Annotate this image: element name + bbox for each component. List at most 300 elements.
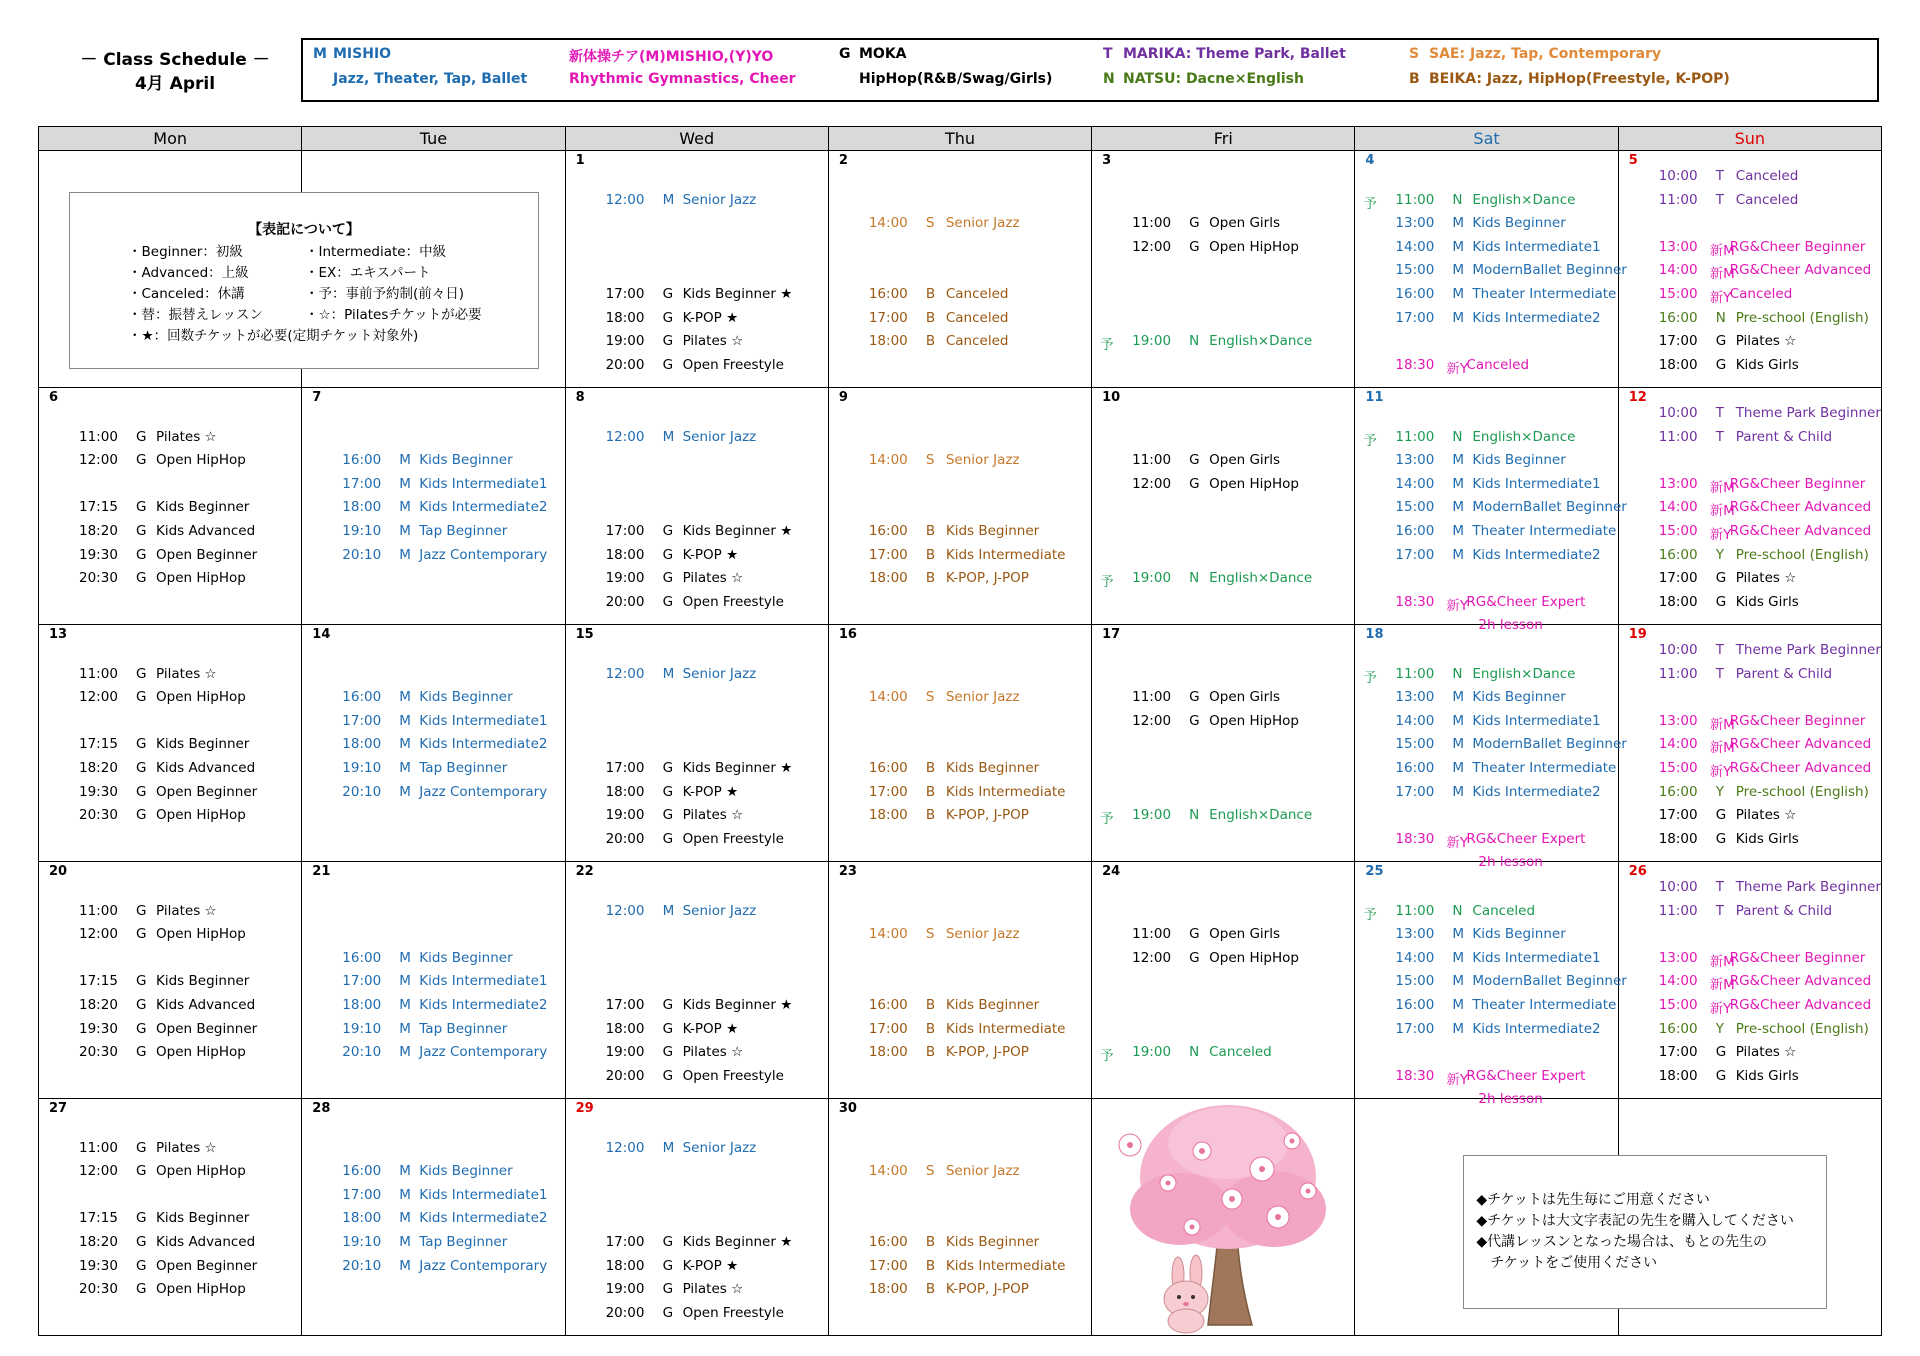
teacher-code: M (399, 1044, 411, 1061)
class-entry (1092, 570, 1354, 589)
class-entry (1355, 357, 1617, 376)
class-time: 16:00 (1395, 286, 1435, 302)
class-name: Pre-school (English) (1735, 1020, 1869, 1037)
class-time: 17:00 (605, 1234, 645, 1250)
class-name: RG&Cheer Beginner (1729, 238, 1866, 255)
teacher-code: G (136, 1163, 147, 1180)
teacher-code: B (925, 760, 936, 776)
class-name: Open Freestyle (682, 1067, 784, 1084)
class-name: Kids Girls (1735, 830, 1799, 847)
class-time: 18:20 (79, 523, 118, 539)
title-line-2: 4月 April (134, 74, 216, 94)
teacher-code: G (1189, 452, 1200, 469)
class-entry (39, 807, 301, 826)
class-entry (1619, 476, 1881, 495)
weekday-header-row (39, 127, 1882, 151)
day-number: 3 (1102, 153, 1112, 168)
class-time: 16:00 (868, 1234, 908, 1250)
class-name: Canceled (1729, 286, 1793, 302)
teacher-code: G (136, 807, 147, 824)
class-time: 17:00 (342, 475, 382, 492)
week-row (39, 625, 1882, 862)
teacher-code: G (136, 973, 147, 990)
class-time: 18:20 (79, 760, 118, 776)
ticket-note: ◆チケットは大文字表記の先生を購入してください (1476, 1213, 1794, 1229)
day-cell (39, 1099, 302, 1336)
class-name: Canceled (945, 286, 1009, 302)
class-time: 19:00 (1132, 1044, 1172, 1061)
day-number: 12 (1628, 390, 1647, 405)
day-number: 13 (49, 627, 68, 642)
class-entry (1355, 760, 1617, 779)
class-time: 15:00 (1658, 760, 1698, 776)
class-time: 14:00 (1395, 238, 1435, 255)
class-entry (1619, 736, 1881, 755)
teacher-code: S (925, 689, 935, 706)
teacher-code: M (1452, 546, 1465, 563)
class-entry (39, 1140, 301, 1159)
teacher-code: 新M (1709, 977, 1735, 994)
class-entry (566, 1258, 828, 1277)
class-entry (829, 689, 1091, 708)
class-time: 14:00 (868, 452, 908, 469)
class-time: 15:00 (1395, 973, 1435, 990)
class-name: Pilates ☆ (682, 1044, 744, 1061)
class-time: 16:00 (1395, 523, 1435, 539)
teacher-code: M (399, 712, 411, 729)
class-time: 17:15 (79, 736, 118, 753)
teacher-code: G (136, 1044, 147, 1061)
class-name: K-POP, J-POP (945, 1044, 1029, 1061)
class-name: Pilates ☆ (156, 665, 217, 682)
day-cell (1618, 1099, 1881, 1336)
teacher-code: M (1452, 262, 1465, 279)
class-name: Theme Park Beginner (1735, 405, 1881, 421)
day-cell (1355, 625, 1627, 871)
day-cell (1618, 862, 1881, 1099)
day-cell (39, 625, 302, 862)
teacher-code: G (662, 1067, 674, 1084)
class-time: 12:00 (605, 428, 645, 445)
class-name: Kids Beginner (419, 452, 513, 469)
class-name: Jazz Contemporary (419, 546, 548, 563)
legend-moka: G MOKA (839, 46, 907, 62)
teacher-code: N (1189, 1044, 1200, 1061)
teacher-code: M (1452, 286, 1465, 302)
class-name: Kids Beginner (419, 949, 513, 966)
class-entry (566, 1068, 828, 1087)
teacher-code: G (1189, 215, 1200, 232)
class-time: 18:00 (1658, 1067, 1698, 1084)
legend-sae: S SAE: Jazz, Tap, Contemporary (1409, 46, 1662, 62)
class-name: Parent & Child (1735, 428, 1833, 445)
class-name: Kids Beginner (1472, 215, 1566, 232)
class-name: Open HipHop (1209, 475, 1299, 492)
teacher-code: M (399, 689, 411, 706)
class-note: 2h lesson (1478, 617, 1543, 634)
day-cell (1092, 625, 1355, 862)
class-name: Theater Intermediate (1472, 286, 1617, 302)
day-cell-content (829, 1099, 1091, 1335)
legend-rg-cheer-genres: Rhythmic Gymnastics, Cheer (569, 71, 796, 87)
day-number: 16 (838, 627, 857, 642)
class-time: 17:15 (79, 1210, 118, 1227)
day-cell-content (302, 625, 564, 861)
teacher-code: N (1452, 665, 1463, 682)
day-cell-content (1355, 625, 1627, 871)
ticket-note: ◆代講レッスンとなった場合は、もとの先生の (1476, 1234, 1768, 1250)
class-time: 13:00 (1395, 926, 1435, 943)
class-time: 19:00 (1132, 333, 1172, 350)
day-number: 28 (312, 1101, 331, 1116)
class-time: 20:10 (342, 783, 382, 800)
class-name: Pilates ☆ (156, 1139, 217, 1156)
class-name: Kids Intermediate2 (1472, 783, 1601, 800)
class-entry (39, 1234, 301, 1253)
class-time: 16:00 (1658, 1020, 1698, 1037)
class-entry (1355, 689, 1617, 708)
teacher-code: M (1452, 475, 1465, 492)
day-cell (39, 388, 302, 625)
class-time: 16:00 (1658, 309, 1698, 326)
day-cell-content (566, 862, 828, 1098)
class-time: 14:00 (1658, 736, 1698, 753)
teacher-code: G (136, 997, 147, 1013)
class-entry (1092, 452, 1354, 471)
weekday-sun: Sun (1618, 127, 1881, 151)
teacher-code: G (662, 997, 674, 1013)
class-name: Senior Jazz (945, 452, 1020, 469)
class-entry (1355, 926, 1617, 945)
class-time: 17:00 (1395, 1020, 1435, 1037)
class-entry (1355, 713, 1617, 732)
class-entry (566, 903, 828, 922)
class-entry (39, 760, 301, 779)
teacher-code: G (136, 428, 147, 445)
class-time: 20:10 (342, 1257, 382, 1274)
class-name: Kids Intermediate1 (419, 712, 548, 729)
class-name: Senior Jazz (945, 689, 1020, 706)
class-time: 18:00 (342, 1210, 382, 1227)
teacher-code: M (399, 499, 411, 516)
teacher-code: G (136, 689, 147, 706)
day-cell-content (566, 625, 828, 861)
class-time: 17:00 (868, 546, 908, 563)
class-time: 12:00 (605, 1139, 645, 1156)
day-cell-content (1355, 1099, 1794, 1335)
class-time: 15:00 (1395, 736, 1435, 753)
notation-item: ・EX：エキスパート (305, 265, 431, 281)
class-entry (39, 973, 301, 992)
class-time: 16:00 (1658, 546, 1698, 563)
class-name: Kids Intermediate2 (1472, 309, 1601, 326)
class-time: 12:00 (605, 191, 645, 208)
teacher-code: M (1452, 926, 1465, 943)
class-entry (302, 689, 564, 708)
teacher-code: G (1189, 926, 1200, 943)
teacher-code: G (136, 760, 147, 776)
class-time: 18:20 (79, 997, 118, 1013)
teacher-code: G (662, 760, 674, 776)
class-name: ModernBallet Beginner (1472, 736, 1627, 753)
class-name: English×Dance (1209, 333, 1313, 350)
schedule-title (60, 48, 290, 96)
legend-natsu: N NATSU: Dacne×English (1103, 71, 1304, 87)
class-entry (829, 1021, 1091, 1040)
class-entry (1619, 310, 1881, 329)
class-name: Canceled (1735, 191, 1799, 208)
class-name: Kids Girls (1735, 1067, 1799, 1084)
day-cell-content (302, 1099, 564, 1335)
class-entry (39, 1258, 301, 1277)
class-name: Open HipHop (156, 570, 246, 587)
class-entry (1619, 523, 1881, 542)
class-name: Parent & Child (1735, 665, 1833, 682)
class-entry (302, 784, 564, 803)
teacher-code: T (1715, 902, 1724, 919)
teacher-code: S (925, 1163, 935, 1180)
class-entry (1355, 950, 1617, 969)
class-name: Open HipHop (1209, 712, 1299, 729)
teacher-code: G (662, 286, 674, 302)
class-time: 13:00 (1658, 712, 1698, 729)
day-cell (1355, 862, 1627, 1108)
class-time: 12:00 (79, 689, 118, 706)
teacher-code: M (399, 736, 411, 753)
teacher-code: B (925, 997, 936, 1013)
class-name: Open HipHop (156, 689, 246, 706)
day-cell-content (302, 862, 564, 1098)
class-time: 14:00 (868, 926, 908, 943)
weekday-sat: Sat (1355, 127, 1618, 151)
day-number: 9 (838, 390, 848, 405)
class-name: Theme Park Beginner (1735, 879, 1881, 895)
class-entry (1619, 831, 1881, 850)
class-entry (1619, 1068, 1881, 1087)
day-cell-content (1619, 862, 1881, 1098)
class-name: Pilates ☆ (156, 902, 217, 919)
class-entry (39, 689, 301, 708)
teacher-code: G (1715, 1044, 1727, 1061)
class-entry (39, 736, 301, 755)
class-entry (302, 713, 564, 732)
class-entry (1619, 997, 1881, 1016)
day-cell (828, 625, 1091, 862)
teacher-code: B (925, 286, 936, 302)
day-cell (565, 151, 828, 388)
class-entry (302, 1163, 564, 1182)
day-cell-content (39, 862, 301, 1098)
class-entry (1619, 262, 1881, 281)
class-time: 18:00 (868, 333, 908, 350)
class-entry (829, 1281, 1091, 1300)
class-time: 19:00 (605, 333, 645, 350)
class-entry (302, 452, 564, 471)
class-time: 19:30 (79, 1257, 118, 1274)
class-name: Kids Advanced (156, 1234, 256, 1250)
class-name: Canceled (945, 309, 1009, 326)
teacher-code: 新M (1709, 503, 1735, 520)
teacher-code: G (136, 570, 147, 587)
class-entry (1355, 476, 1617, 495)
class-name: Theme Park Beginner (1735, 642, 1881, 658)
day-number: 17 (1102, 627, 1121, 642)
class-time: 16:00 (868, 523, 908, 539)
class-entry (566, 807, 828, 826)
class-name: Senior Jazz (945, 1163, 1020, 1180)
class-name: K-POP, J-POP (945, 1281, 1029, 1298)
class-name: Senior Jazz (682, 191, 757, 208)
class-entry (1092, 1044, 1354, 1063)
day-cell (828, 388, 1091, 625)
day-cell-content (566, 151, 828, 387)
class-name: Kids Beginner (945, 523, 1040, 539)
reservation-mark: 予 (1100, 1048, 1114, 1065)
class-entry (566, 997, 828, 1016)
class-name: Theater Intermediate (1472, 760, 1617, 776)
teacher-code: M (399, 1210, 411, 1227)
weekday-fri: Fri (1092, 127, 1355, 151)
day-cell (1092, 151, 1355, 388)
class-entry (302, 523, 564, 542)
class-name: English×Dance (1209, 807, 1313, 824)
teacher-code: M (662, 902, 675, 919)
teacher-code: G (662, 356, 674, 373)
legend-beika: B BEIKA: Jazz, HipHop(Freestyle, K-POP) (1409, 71, 1730, 87)
class-time: 13:00 (1395, 689, 1435, 706)
day-cell (828, 151, 1091, 388)
class-name: Tap Beginner (419, 1234, 508, 1250)
notation-item: ・Beginner：初級 (128, 244, 243, 260)
teacher-code: G (1189, 689, 1200, 706)
calendar-grid (38, 126, 1882, 1336)
class-entry (1619, 1044, 1881, 1063)
day-cell (828, 862, 1091, 1099)
teacher-code: M (1452, 973, 1465, 990)
class-time: 18:00 (605, 1020, 645, 1037)
day-cell-content (829, 388, 1091, 624)
class-name: Kids Intermediate2 (419, 736, 548, 753)
class-name: Kids Advanced (156, 523, 256, 539)
class-note: 2h lesson (1478, 854, 1543, 871)
class-entry (1092, 476, 1354, 495)
teacher-code: 新M (1709, 242, 1735, 259)
teacher-code: B (925, 523, 936, 539)
day-cell (1355, 151, 1627, 388)
class-entry (302, 499, 564, 518)
class-name: Kids Beginner (419, 1163, 513, 1180)
class-entry (566, 570, 828, 589)
class-entry (566, 1044, 828, 1063)
day-cell (302, 151, 565, 388)
day-cell-content (566, 1099, 828, 1335)
teacher-code: B (925, 1257, 936, 1274)
class-time: 12:00 (79, 452, 118, 469)
teacher-code: B (925, 333, 936, 350)
teacher-code: M (399, 783, 411, 800)
legend-moka-genres: HipHop(R&B/Swag/Girls) (859, 71, 1053, 87)
class-name: Pre-school (English) (1735, 309, 1869, 326)
class-time: 18:00 (1658, 593, 1698, 610)
teacher-code: M (1452, 1020, 1465, 1037)
class-entry (302, 476, 564, 495)
class-name: RG&Cheer Advanced (1729, 523, 1872, 539)
day-cell-content (1355, 388, 1627, 634)
class-time: 14:00 (868, 1163, 908, 1180)
class-entry (1619, 405, 1881, 424)
class-time: 20:00 (605, 1067, 645, 1084)
class-entry (1619, 357, 1881, 376)
class-name: ModernBallet Beginner (1472, 973, 1627, 990)
class-time: 17:00 (1395, 546, 1435, 563)
class-entry (1092, 807, 1354, 826)
teacher-code: G (662, 807, 674, 824)
class-name: Open HipHop (1209, 949, 1299, 966)
class-entry (302, 1234, 564, 1253)
teacher-code: G (662, 1281, 674, 1298)
day-cell-content (39, 388, 301, 624)
class-time: 16:00 (1658, 783, 1698, 800)
class-entry (1355, 499, 1627, 518)
class-entry (829, 310, 1091, 329)
day-number: 10 (1102, 390, 1121, 405)
class-name: Kids Intermediate (945, 546, 1066, 563)
class-entry (1355, 594, 1617, 613)
class-name: Open Girls (1209, 215, 1281, 232)
teacher-code: T (1715, 168, 1724, 184)
class-entry (1355, 192, 1617, 211)
class-entry (829, 784, 1091, 803)
class-entry (1619, 499, 1881, 518)
class-time: 17:00 (1658, 1044, 1698, 1061)
reservation-mark: 予 (1100, 574, 1114, 591)
class-name: Kids Intermediate (945, 1257, 1066, 1274)
class-entry (566, 357, 828, 376)
class-time: 17:15 (79, 973, 118, 990)
day-cell-content (1355, 862, 1627, 1108)
class-entry (829, 1044, 1091, 1063)
class-name: RG&Cheer Advanced (1729, 262, 1872, 279)
notation-item: ・★：回数チケットが必要(定期チケット対象外) (128, 328, 419, 344)
teacher-code: T (1715, 191, 1724, 208)
day-number: 30 (838, 1101, 857, 1116)
class-entry (566, 1234, 828, 1253)
class-entry (39, 666, 301, 685)
class-name: Kids Beginner ★ (682, 760, 793, 776)
class-time: 17:00 (605, 523, 645, 539)
class-time: 18:00 (868, 1044, 908, 1061)
class-name: Open Freestyle (682, 1304, 784, 1321)
class-time: 14:00 (1658, 973, 1698, 990)
day-number: 5 (1628, 153, 1638, 168)
class-time: 20:30 (79, 570, 118, 587)
teacher-code: M (1452, 783, 1465, 800)
class-entry (1355, 239, 1617, 258)
class-time: 16:00 (342, 689, 382, 706)
class-entry (1092, 689, 1354, 708)
class-time: 19:30 (79, 546, 118, 563)
class-time: 18:00 (1658, 356, 1698, 373)
day-cell (1092, 388, 1355, 625)
teacher-code: N (1189, 570, 1200, 587)
teacher-code: Y (1715, 546, 1724, 563)
class-name: RG&Cheer Advanced (1729, 736, 1872, 753)
class-entry (1619, 1021, 1881, 1040)
notation-item: ・替：振替えレッスン (128, 307, 263, 323)
class-time: 17:00 (1395, 783, 1435, 800)
notation-item: ・Intermediate：中級 (305, 244, 447, 260)
class-name: Tap Beginner (419, 1020, 508, 1037)
